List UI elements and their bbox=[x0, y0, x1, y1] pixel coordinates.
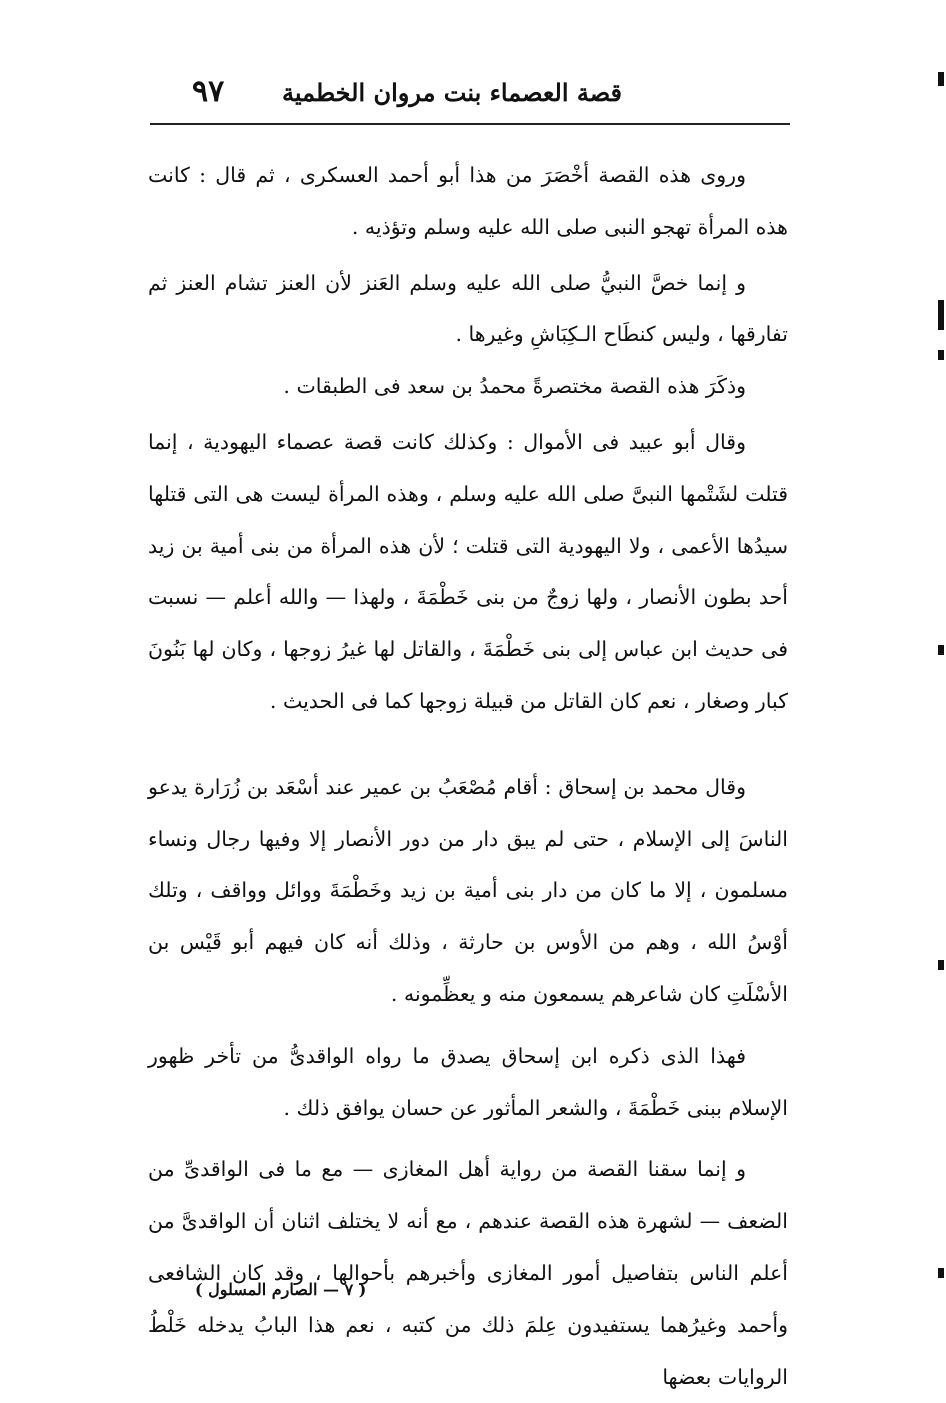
paragraph: وذكَرَ هذه القصة مختصرةً محمدُ بن سعد فى الطبقات . bbox=[283, 374, 746, 399]
paragraph: فهذا الذى ذكره ابن إسحاق يصدق ما رواه الواقدىُّ من تأخر ظهور الإسلام ببنى خَطْمَةَ ، والشعر المأثور عن حسان يوافق ذلك . bbox=[148, 1043, 788, 1120]
paragraph: وروى هذه القصة أخْصَرَ من هذا أبو أحمد العسكرى ، ثم قال : كانت هذه المرأة تهجو النبى صلى الله عليه وسلم وتؤذيه . bbox=[148, 163, 788, 239]
page-number: ٩٧ bbox=[192, 74, 225, 109]
paragraph: وقال محمد بن إسحاق : أقام مُصْعَبُ بن عمير عند أسْعَد بن زُرَارة يدعو الناسَ إلى الإسلام ، حتى لم يبق دار من دور الأنصار إلا وفيها رجال ونساء مسلمون ، إلا ما كان من دار بنى أمية بن زيد وخَطْمَةَ ووائل وواقف ، وتلك أوْسُ الله ، وهم من الأوس بن حارثة ، وذلك أنه كان فيهم أبو قَيْس بن الأسْلَتِ كان شاعرهم يسمعون منه و يعظِّمونه . bbox=[148, 774, 788, 1006]
signature-footer: ( ٧ — الصارم المسلول ) bbox=[195, 1280, 367, 1299]
page-body bbox=[148, 150, 788, 1403]
scan-edge-mark bbox=[938, 645, 944, 655]
scan-edge-mark bbox=[938, 1268, 944, 1278]
scan-edge-mark bbox=[938, 350, 944, 360]
scan-edge-mark bbox=[938, 960, 944, 970]
scan-edge-mark bbox=[938, 300, 944, 330]
scan-edge-mark bbox=[938, 72, 944, 86]
header-divider bbox=[150, 123, 790, 125]
paragraph: و إنما خصَّ النبيُّ صلى الله عليه وسلم العَنز لأن العنز تشام العنز ثم تفارقها ، وليس كنطَاح الـكِبَاشِ وغيرها . bbox=[148, 270, 788, 347]
paragraph: وقال أبو عبيد فى الأموال : وكذلك كانت قصة عصماء اليهودية ، إنما قتلت لشَتْمها النبىَّ صلى الله عليه وسلم ، وهذه المرأة ليست هى التى قتلها سيدُها الأعمى ، ولا اليهودية التى قتلت ؛ لأن هذه المرأة من بنى أمية بن زيد أحد بطون الأنصار ، ولها زوجٌ من بنى خَطْمَةَ ، ولهذا — والله أعلم — نسبت فى حديث ابن عباس إلى بنى خَطْمَةَ ، والقاتل لها غيرُ زوجها ، وكان لها بَنُونَ كبار وصغار ، نعم كان القاتل من قبيلة زوجها كما فى الحديث . bbox=[148, 429, 788, 713]
paragraph: و إنما سقنا القصة من رواية أهل المغازى — مع ما فى الواقدىِّ من الضعف — لشهرة هذه القصة عندهم ، مع أنه لا يختلف اثنان أن الواقدىَّ من أعلم الناس بتفاصيل أمور المغازى وأخبرهم بأحوالها ، وقد كان الشافعى وأحمد وغيرُهما يستفيدون عِلمَ ذلك من كتبه ، نعم هذا البابُ يدخله خَلْطُ الروايات بعضها bbox=[148, 1157, 788, 1389]
page-header bbox=[150, 74, 790, 120]
running-title: قصة العصماء بنت مروان الخطمية bbox=[281, 78, 622, 107]
